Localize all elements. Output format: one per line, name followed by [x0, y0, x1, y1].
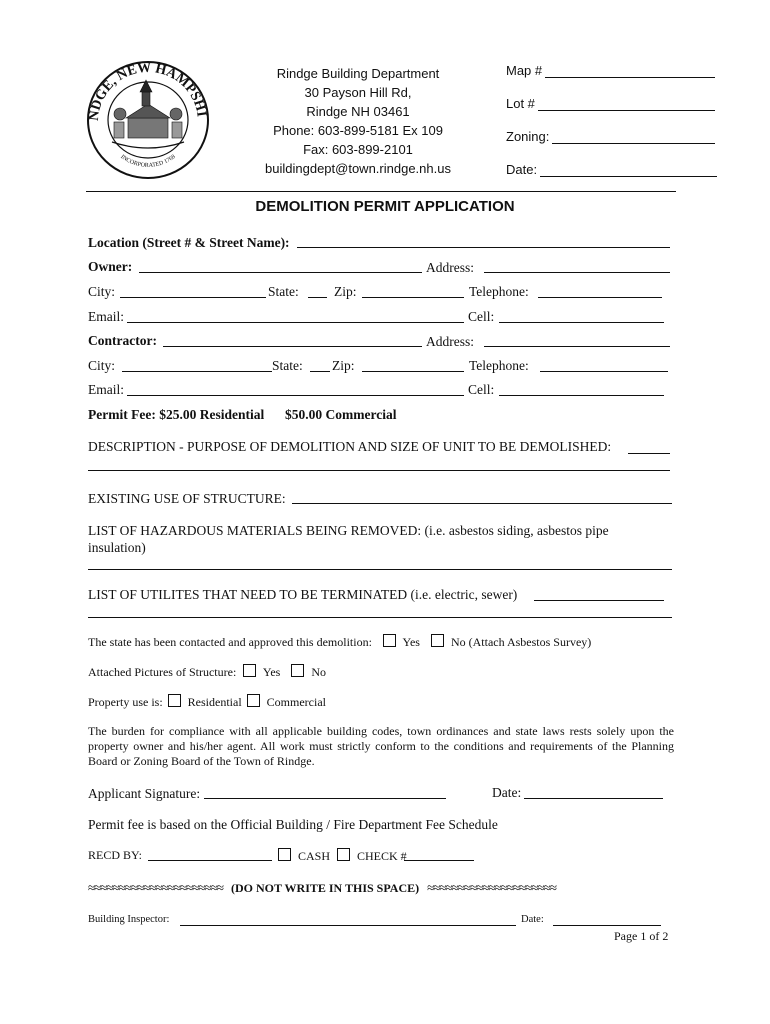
- owner-address-field[interactable]: [484, 272, 670, 273]
- contractor-cell-label: Cell:: [468, 382, 495, 397]
- owner-telephone-label: Telephone:: [469, 284, 529, 299]
- owner-city-field[interactable]: [120, 297, 266, 298]
- dept-phone: Phone: 603-899-5181 Ex 109: [273, 123, 443, 138]
- owner-email-label: Email:: [88, 309, 124, 324]
- map-field[interactable]: [545, 77, 715, 78]
- signature-date-label: Date:: [492, 785, 522, 800]
- check-label: CHECK #: [357, 849, 407, 863]
- location-field[interactable]: [297, 247, 670, 248]
- property-use-row: [88, 694, 326, 710]
- owner-email-field[interactable]: [127, 322, 464, 323]
- check-checkbox[interactable]: [337, 848, 350, 861]
- permit-fee-residential: Permit Fee: $25.00 Residential: [88, 407, 265, 422]
- inspector-field[interactable]: [180, 925, 516, 926]
- town-seal: [84, 58, 212, 182]
- hazardous-field[interactable]: [88, 569, 672, 570]
- contractor-email-label: Email:: [88, 382, 124, 397]
- property-use-label: Property use is:: [88, 695, 163, 709]
- contractor-label: Contractor:: [88, 333, 157, 348]
- owner-telephone-field[interactable]: [538, 297, 662, 298]
- check-number-field[interactable]: [404, 860, 474, 861]
- contractor-zip-field[interactable]: [362, 371, 464, 372]
- meta-date-field[interactable]: [540, 176, 717, 177]
- lot-label: Lot #: [506, 96, 535, 111]
- state-yes-label: Yes: [402, 635, 420, 649]
- header-rule: [86, 191, 676, 192]
- state-no-checkbox[interactable]: [431, 634, 444, 647]
- recd-by-field[interactable]: [148, 860, 272, 861]
- signature-field[interactable]: [204, 798, 446, 799]
- description-label: DESCRIPTION - PURPOSE OF DEMOLITION AND SIZE OF UNIT TO BE DEMOLISHED:: [88, 439, 612, 454]
- owner-zip-field[interactable]: [362, 297, 464, 298]
- existing-use-label: EXISTING USE OF STRUCTURE:: [88, 491, 286, 506]
- permit-fee-commercial: $50.00 Commercial: [285, 407, 397, 422]
- inspector-date-label: Date:: [521, 914, 544, 925]
- utilities-label: LIST OF UTILITES THAT NEED TO BE TERMINATED (i.e. electric, sewer): [88, 587, 518, 602]
- owner-cell-label: Cell:: [468, 309, 495, 324]
- contractor-state-label: State:: [272, 358, 303, 373]
- utilities-field-1[interactable]: [534, 600, 664, 601]
- pictures-row: [88, 664, 326, 680]
- owner-cell-field[interactable]: [499, 322, 664, 323]
- state-no-label: No (Attach Asbestos Survey): [450, 635, 592, 649]
- description-field-2[interactable]: [88, 470, 670, 471]
- contractor-cell-field[interactable]: [499, 395, 664, 396]
- contractor-email-field[interactable]: [127, 395, 464, 396]
- inspector-date-field[interactable]: [553, 925, 661, 926]
- contractor-telephone-field[interactable]: [540, 371, 668, 372]
- pictures-yes-label: Yes: [262, 665, 281, 679]
- dept-header: [248, 64, 468, 178]
- svg-text:INCORPORATED 1768: [119, 154, 176, 169]
- state-yes-checkbox[interactable]: [383, 634, 396, 647]
- cash-label: CASH: [298, 849, 331, 863]
- owner-address-label: Address:: [426, 260, 474, 275]
- hazardous-label-cont: insulation): [88, 540, 146, 555]
- contractor-city-label: City:: [88, 358, 116, 373]
- property-residential-label: Residential: [187, 695, 242, 709]
- owner-state-field[interactable]: [308, 297, 327, 298]
- contractor-state-field[interactable]: [310, 371, 330, 372]
- zoning-label: Zoning:: [506, 129, 550, 144]
- dept-street: 30 Payson Hill Rd,: [304, 85, 412, 100]
- recd-by-label: RECD BY:: [88, 848, 142, 862]
- contractor-address-label: Address:: [426, 334, 474, 349]
- owner-zip-label: Zip:: [334, 284, 357, 299]
- signature-date-field[interactable]: [524, 798, 663, 799]
- map-label: Map #: [506, 63, 543, 78]
- do-not-write-wave-right: ≈≈≈≈≈≈≈≈≈≈≈≈≈≈≈≈≈≈≈≈≈: [427, 880, 556, 895]
- dept-name: Rindge Building Department: [276, 66, 440, 81]
- pictures-label: Attached Pictures of Structure:: [88, 665, 237, 679]
- burden-paragraph: The burden for compliance with all applicable building codes, town ordinances and state laws rests solely upon the property owner and his/her agent. All work must strictly conform to the conditions and requirements of the Planning Board or Zoning Board of the Town of Rindge.: [88, 724, 674, 768]
- dept-fax: Fax: 603-899-2101: [303, 142, 413, 157]
- seal-text-bottom: INCORPORATED 1768: [119, 154, 177, 169]
- location-label: Location (Street # & Street Name):: [88, 235, 290, 250]
- lot-field[interactable]: [538, 110, 715, 111]
- utilities-field-2[interactable]: [88, 617, 672, 618]
- description-field-1[interactable]: [628, 453, 670, 454]
- contractor-name-field[interactable]: [163, 346, 422, 347]
- state-contacted-row: [88, 634, 591, 650]
- property-residential-checkbox[interactable]: [168, 694, 181, 707]
- contractor-telephone-label: Telephone:: [469, 358, 529, 373]
- do-not-write-wave-left: ≈≈≈≈≈≈≈≈≈≈≈≈≈≈≈≈≈≈≈≈≈≈: [88, 880, 223, 895]
- property-commercial-checkbox[interactable]: [247, 694, 260, 707]
- property-commercial-label: Commercial: [266, 695, 326, 709]
- do-not-write-row: [88, 879, 556, 897]
- owner-state-label: State:: [268, 284, 299, 299]
- inspector-label: Building Inspector:: [88, 914, 170, 925]
- zoning-field[interactable]: [552, 143, 715, 144]
- pictures-no-checkbox[interactable]: [291, 664, 304, 677]
- contractor-address-field[interactable]: [484, 346, 670, 347]
- contractor-zip-label: Zip:: [332, 358, 355, 373]
- owner-label: Owner:: [88, 259, 133, 274]
- dept-email: buildingdept@town.rindge.nh.us: [265, 161, 451, 176]
- cash-row: [276, 848, 407, 864]
- pictures-yes-checkbox[interactable]: [243, 664, 256, 677]
- do-not-write-text: (DO NOT WRITE IN THIS SPACE): [230, 881, 420, 895]
- existing-use-field[interactable]: [292, 503, 672, 504]
- seal-graphic: [84, 58, 212, 182]
- owner-city-label: City:: [88, 284, 116, 299]
- owner-name-field[interactable]: [139, 272, 422, 273]
- form-title: DEMOLITION PERMIT APPLICATION: [255, 198, 515, 215]
- signature-label: Applicant Signature:: [88, 786, 201, 801]
- hazardous-label: LIST OF HAZARDOUS MATERIALS BEING REMOVED: (i.e. asbestos siding, asbestos pipe: [88, 523, 609, 538]
- cash-checkbox[interactable]: [278, 848, 291, 861]
- pictures-no-label: No: [311, 665, 326, 679]
- page-number: Page 1 of 2: [614, 929, 669, 943]
- contractor-city-field[interactable]: [122, 371, 272, 372]
- dept-city: Rindge NH 03461: [306, 104, 410, 119]
- meta-date-label: Date:: [506, 162, 538, 177]
- seal-text-top: NDGE, NEW HAMPSHI: [86, 60, 209, 122]
- state-contacted-label: The state has been contacted and approved this demolition:: [88, 635, 372, 649]
- fee-note: Permit fee is based on the Official Building / Fire Department Fee Schedule: [88, 817, 498, 832]
